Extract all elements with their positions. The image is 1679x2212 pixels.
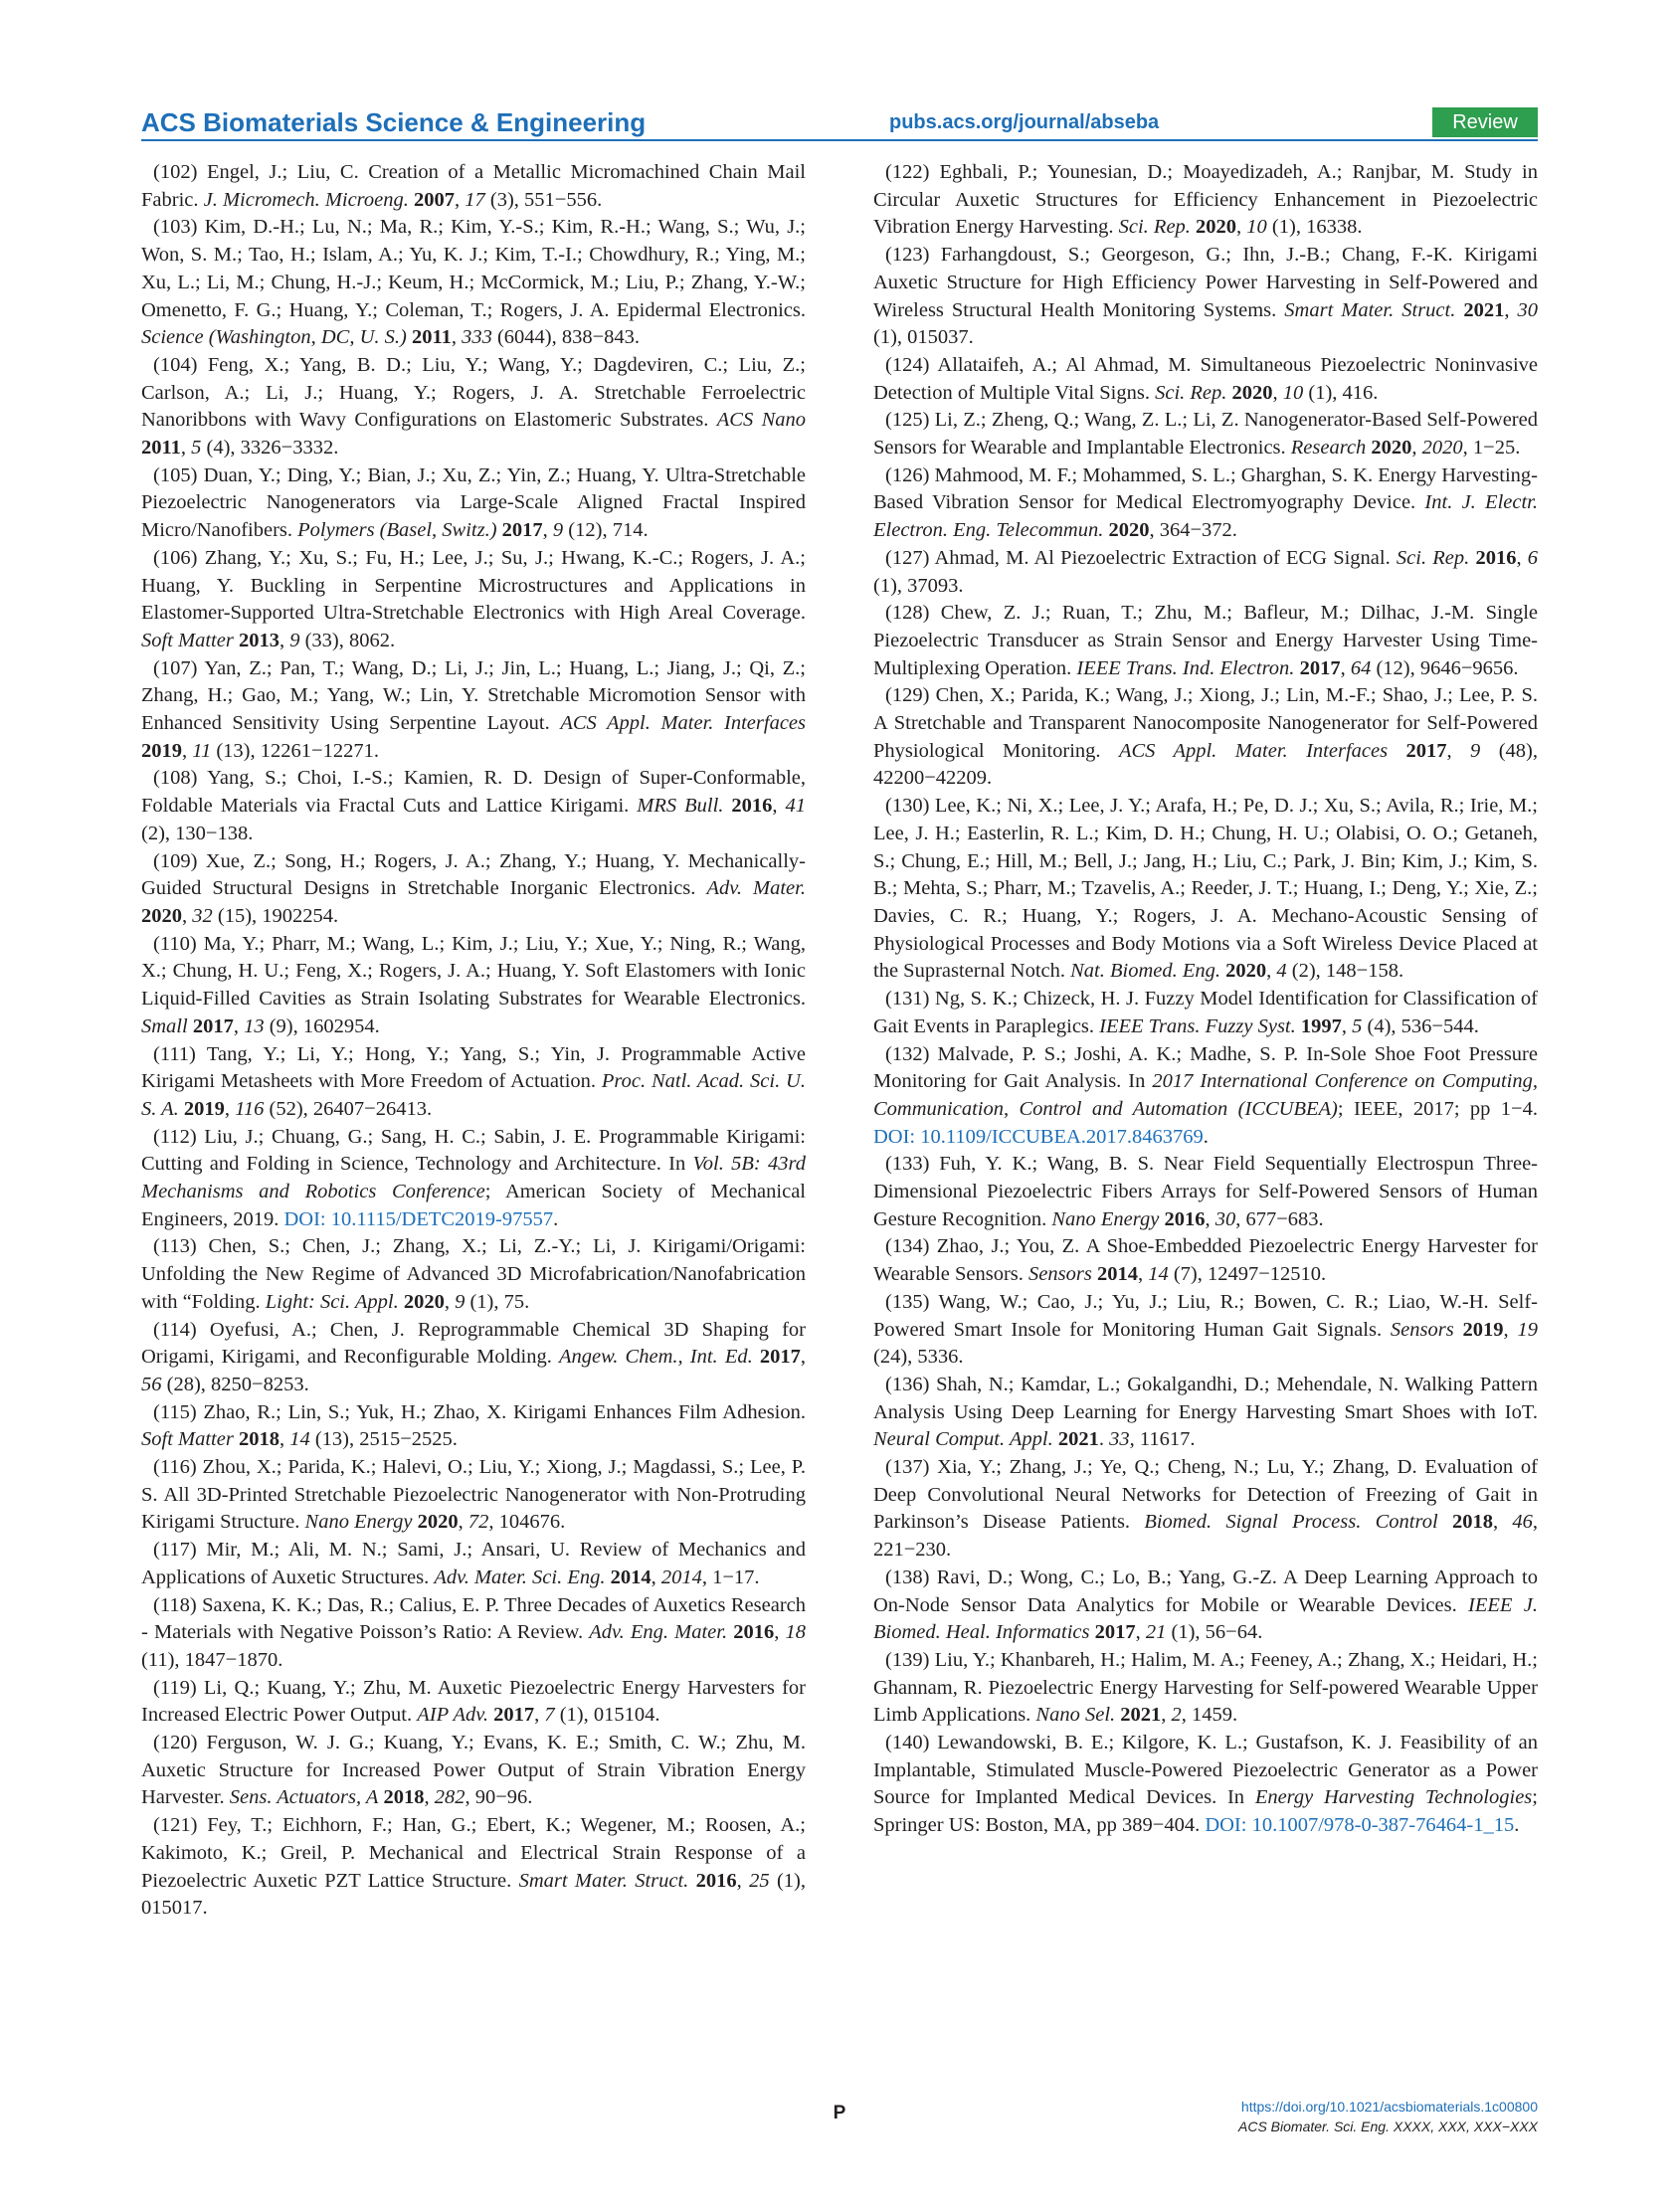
reference-year: 2019: [141, 739, 182, 762]
reference-text: ,: [534, 1704, 545, 1727]
reference-text: ,: [1205, 1207, 1215, 1230]
reference-text: (1), 015104.: [554, 1704, 660, 1727]
reference-text: [688, 1870, 695, 1892]
reference-text: ,: [1516, 546, 1528, 569]
reference-text: ,: [180, 437, 192, 460]
reference-text: (136) Shah, N.; Kamdar, L.; Gokalgandhi, D.; Mehendale, N. Walking Pattern Analysis Using Deep Learning for Energy Harvesting Smart Shoes with IoT.: [873, 1373, 1538, 1423]
reference-italic: ACS Appl. Mater. Interfaces: [560, 712, 806, 735]
reference-text: , 221−230.: [873, 1511, 1539, 1562]
reference-italic: 5: [1352, 1014, 1363, 1037]
reference-text: , 1459.: [1181, 1704, 1238, 1727]
reference-text: ,: [1503, 1318, 1518, 1341]
reference-entry: [141, 848, 806, 931]
reference-text: (114) Oyefusi, A.; Chen, J. Reprogrammable Chemical 3D Shaping for Origami, Kirigami, and Reconfigurable Molding.: [141, 1318, 806, 1369]
reference-text: ,: [736, 1869, 750, 1892]
reference-text: (11), 1847−1870.: [141, 1648, 283, 1671]
reference-italic: ACS Appl. Mater. Interfaces: [1118, 739, 1389, 762]
reference-text: (112) Liu, J.; Chuang, G.; Sang, H. C.; Sabin, J. E. Programmable Kirigami: Cutting and Folding in Science, Technology and Architecture. In: [141, 1125, 806, 1176]
reference-text: (134) Zhao, J.; You, Z. A Shoe-Embedded Piezoelectric Energy Harvester for Wearable Sensors.: [873, 1235, 1538, 1286]
reference-text: [1438, 1511, 1452, 1533]
reference-text: ,: [651, 1566, 661, 1588]
reference-text: ; American Society of Mechanical Engineers, 2019.: [141, 1181, 806, 1230]
reference-text: (1), 416.: [1303, 381, 1379, 404]
reference-italic: Adv. Eng. Mater.: [589, 1621, 728, 1644]
reference-entry: [141, 931, 806, 1041]
page-footer: [1238, 2097, 1538, 2136]
reference-italic: 6: [1527, 546, 1539, 569]
reference-italic: 30: [1214, 1207, 1236, 1230]
reference-text: (128) Chew, Z. J.; Ruan, T.; Zhu, M.; Bafleur, M.; Dilhac, J.-M. Single Piezoelectric Transducer as Strain Sensor and Energy Harvester Using Time-Multiplexing Operation.: [873, 602, 1538, 679]
reference-text: ,: [182, 904, 193, 927]
reference-year: 2016: [1475, 546, 1517, 569]
reference-text: ,: [1266, 960, 1277, 983]
reference-italic: Sci. Rep.: [1396, 546, 1470, 569]
reference-text: (12), 9646−9656.: [1371, 656, 1519, 679]
reference-year: 2021: [1120, 1704, 1162, 1727]
reference-year: 2020: [1108, 519, 1150, 542]
reference-year: 1997: [1300, 1014, 1342, 1037]
reference-text: ,: [279, 1428, 290, 1451]
reference-italic: AIP Adv.: [417, 1704, 488, 1727]
journal-citation: ACS Biomater. Sci. Eng. XXXX, XXX, XXX−XXX: [1238, 2119, 1538, 2134]
reference-text: (117) Mir, M.; Ali, M. N.; Sami, J.; Ansari, U. Review of Mechanics and Applications of Auxetic Structures.: [141, 1539, 806, 1588]
reference-text: .: [1098, 1428, 1110, 1451]
reference-text: ,: [800, 1346, 806, 1369]
reference-text: (1), 56−64.: [1166, 1621, 1263, 1644]
reference-text: (33), 8062.: [299, 629, 396, 651]
reference-italic: 72: [467, 1511, 489, 1534]
reference-text: .: [1203, 1125, 1209, 1148]
reference-text: (133) Fuh, Y. K.; Wang, B. S. Near Field Sequentially Electrospun Three-Dimensional Piezoelectric Fibers Arrays for Self-Powered Sensors of Human Gesture Recognition.: [873, 1153, 1538, 1230]
reference-text: .: [1514, 1814, 1520, 1837]
reference-year: 2020: [141, 904, 182, 927]
reference-italic: 10: [1282, 381, 1304, 404]
reference-text: (123) Farhangdoust, S.; Georgeson, G.; Ihn, J.-B.; Chang, F.-K. Kirigami Auxetic Structure for High Efficiency Power Harvesting in Self-Powered and Wireless Structural Health Monitoring Systems.: [873, 244, 1538, 321]
reference-text: (28), 8250−8253.: [161, 1373, 309, 1395]
reference-entry: [873, 1372, 1538, 1454]
reference-italic: Sensors: [1390, 1318, 1454, 1341]
reference-year: 2020: [417, 1511, 459, 1534]
reference-text: (24), 5336.: [873, 1346, 964, 1369]
reference-text: (3), 551−556.: [484, 188, 603, 211]
reference-text: , 11617.: [1129, 1428, 1196, 1451]
reference-italic: 13: [244, 1014, 265, 1037]
reference-italic: 10: [1246, 216, 1267, 239]
reference-text: ,: [1340, 656, 1351, 679]
reference-italic: 17: [465, 188, 485, 211]
reference-text: (130) Lee, K.; Ni, X.; Lee, J. Y.; Arafa, H.; Pe, D. J.; Xu, S.; Avila, R.; Irie, M.; Lee, J. H.; Easterlin, R. L.; Kim, D. H.; Chung, H. U.; Olabisi, O. O.; Getaneh, S.; Chung, E.; Hill, M.; Bell, J.; Jang, H.; Liu, C.; Park, J. Bin; Kim, J.; Kim, S. B.; Mehta, S.; Pharr, M.; Tzavelis, A.; Reeder, J. T.; Huang, I.; Deng, Y.; Xie, Z.; Davies, C. R.; Huang, Y.; Rogers, J. A. Mechano-Acoustic Sensing of Physiological Processes and Body Motions via a Soft Wireless Device Placed at the Suprasternal Notch.: [873, 795, 1538, 983]
reference-text: ,: [1272, 381, 1283, 404]
reference-entry: [873, 1041, 1538, 1152]
reference-year: 2018: [383, 1786, 425, 1809]
reference-year: 2013: [238, 629, 280, 651]
reference-italic: Nat. Biomed. Eng.: [1070, 960, 1221, 983]
reference-text: (111) Tang, Y.; Li, Y.; Hong, Y.; Yang, S.; Yin, J. Programmable Active Kirigami Metasheets with More Freedom of Actuation.: [141, 1042, 806, 1093]
reference-year: 2016: [1164, 1207, 1206, 1230]
reference-text: (131) Ng, S. K.; Chizeck, H. J. Fuzzy Model Identification for Classification of Gait Events in Paraplegics.: [873, 988, 1538, 1037]
reference-italic: 4: [1276, 960, 1287, 983]
reference-text: (1), 16338.: [1266, 216, 1363, 239]
reference-italic: Soft Matter: [141, 629, 234, 651]
reference-italic: Sci. Rep.: [1155, 381, 1227, 404]
doi-link[interactable]: DOI: 10.1115/DETC2019-97557: [283, 1207, 554, 1230]
reference-year: 2021: [1057, 1428, 1099, 1451]
reference-entry: [873, 242, 1538, 352]
reference-entry: [141, 1592, 806, 1675]
reference-year: 2020: [1225, 960, 1267, 983]
doi-link[interactable]: DOI: 10.1007/978-0-387-76464-1_15: [1205, 1814, 1515, 1837]
reference-text: (1), 37093.: [873, 574, 964, 597]
reference-text: (104) Feng, X.; Yang, B. D.; Liu, Y.; Wang, Y.; Dagdeviren, C.; Liu, Z.; Carlson, A.; Li, J.; Huang, Y.; Rogers, J. A. Stretchable Ferroelectric Nanoribbons with Wavy Configurations on Elastomeric Substrates.: [141, 353, 806, 432]
reference-text: , 364−372.: [1149, 519, 1237, 542]
reference-entry: [873, 407, 1538, 461]
page-header: [141, 105, 1538, 139]
reference-text: (105) Duan, Y.; Ding, Y.; Bian, J.; Xu, Z.; Yin, Z.; Huang, Y. Ultra-Stretchable Piezoelectric Nanogenerators via Large-Scale Aligned Fractal Inspired Micro/Nanofibers.: [141, 463, 806, 542]
reference-text: (140) Lewandowski, B. E.; Kilgore, K. L.; Gustafson, K. J. Feasibility of an Implantable, Stimulated Muscle-Powered Piezoelectric Generator as a Power Source for Implanted Medical Devices. In: [873, 1732, 1538, 1809]
reference-italic: 11: [192, 739, 212, 762]
reference-italic: Adv. Mater.: [706, 877, 806, 900]
reference-text: ,: [774, 1621, 786, 1644]
reference-text: ,: [1446, 739, 1471, 762]
reference-year: 2018: [238, 1428, 280, 1451]
reference-italic: Nano Energy: [1051, 1207, 1160, 1230]
reference-entry: [141, 214, 806, 352]
reference-year: 2021: [1463, 298, 1505, 321]
reference-text: .: [553, 1207, 559, 1230]
reference-year: 2017: [493, 1704, 535, 1727]
reference-italic: 9: [552, 519, 564, 542]
reference-text: (107) Yan, Z.; Pan, T.; Wang, D.; Li, J.; Jin, L.; Huang, L.; Jiang, J.; Qi, Z.; Zhang, H.; Gao, M.; Yang, W.; Lin, Y. Stretchable Micromotion Sensor with Enhanced Sensitivity Using Serpentine Layout.: [141, 656, 806, 735]
reference-italic: Int. J. Electr. Electron. Eng. Telecommun.: [873, 491, 1538, 542]
reference-entry: [873, 1233, 1538, 1288]
reference-italic: Sci. Rep.: [1118, 216, 1191, 239]
reference-entry: [873, 793, 1538, 986]
reference-text: (122) Eghbali, P.; Younesian, D.; Moayedizadeh, A.; Ranjbar, M. Study in Circular Auxetic Structures for Efficiency Enhancement in Piezoelectric Vibration Energy Harvesting.: [873, 161, 1538, 239]
reference-italic: 56: [141, 1373, 162, 1395]
reference-text: (116) Zhou, X.; Parida, K.; Halevi, O.; Liu, Y.; Xiong, J.; Magdassi, S.; Lee, P. S. All 3D-Printed Stretchable Piezoelectric Nanogenerator with Non-Protruding Kirigami Structure.: [141, 1456, 806, 1534]
reference-entry: [141, 545, 806, 655]
reference-year: 2017: [1405, 739, 1447, 762]
reference-entry: [141, 1041, 806, 1124]
reference-text: (139) Liu, Y.; Khanbareh, H.; Halim, M. A.; Feeney, A.; Zhang, X.; Heidari, H.; Ghannam, R. Piezoelectric Energy Harvesting for Self-powered Wearable Upper Limb Applications.: [873, 1648, 1538, 1727]
reference-text: ,: [1236, 216, 1247, 239]
reference-entry: [873, 1151, 1538, 1233]
reference-text: ,: [1137, 1263, 1149, 1286]
reference-italic: Polymers (Basel, Switz.): [297, 519, 497, 542]
reference-entry: [141, 765, 806, 847]
reference-italic: Small: [141, 1014, 188, 1037]
reference-text: (127) Ahmad, M. Al Piezoelectric Extraction of ECG Signal.: [885, 546, 1397, 569]
reference-text: ,: [542, 519, 553, 542]
reference-italic: J. Micromech. Microeng.: [203, 188, 409, 211]
reference-italic: 2014: [660, 1566, 702, 1588]
reference-entry: [141, 462, 806, 545]
reference-text: (15), 1902254.: [212, 904, 339, 927]
reference-italic: Adv. Mater. Sci. Eng.: [434, 1566, 606, 1588]
reference-text: ; Springer US: Boston, MA, pp 389−404.: [873, 1786, 1538, 1837]
reference-entry: [873, 1454, 1538, 1565]
reference-text: , 1−25.: [1462, 437, 1521, 460]
reference-text: (9), 1602954.: [264, 1014, 380, 1037]
reference-text: , 104676.: [488, 1511, 566, 1534]
reference-italic: Science (Washington, DC, U. S.): [141, 326, 407, 349]
reference-text: (108) Yang, S.; Choi, I.-S.; Kamien, R. D. Design of Super-Conformable, Foldable Materials via Fractal Cuts and Lattice Kirigami.: [141, 767, 806, 818]
reference-text: ,: [424, 1786, 435, 1809]
reference-text: ,: [224, 1097, 236, 1120]
reference-text: (1), 015017.: [141, 1869, 806, 1920]
reference-entry: [141, 1675, 806, 1730]
reference-year: 2017: [1299, 656, 1341, 679]
reference-italic: 30: [1517, 298, 1538, 321]
reference-text: (48), 42200−42209.: [873, 739, 1538, 790]
reference-text: ,: [455, 188, 466, 211]
reference-text: (125) Li, Z.; Zheng, Q.; Wang, Z. L.; Li, Z. Nanogenerator-Based Self-Powered Sensors for Wearable and Implantable Electronics.: [873, 409, 1538, 460]
reference-text: ,: [458, 1511, 468, 1534]
reference-entry: [141, 1233, 806, 1316]
reference-text: (109) Xue, Z.; Song, H.; Rogers, J. A.; Zhang, Y.; Huang, Y. Mechanically-Guided Structural Designs in Stretchable Inorganic Electronics.: [141, 849, 806, 900]
reference-italic: Proc. Natl. Acad. Sci. U. S. A.: [141, 1070, 806, 1120]
reference-entry: [873, 1289, 1538, 1372]
reference-italic: Angew. Chem., Int. Ed.: [559, 1346, 753, 1369]
reference-text: (118) Saxena, K. K.; Das, R.; Calius, E. P. Three Decades of Auxetics Research - Materials with Negative Poisson’s Ratio: A Review.: [141, 1593, 806, 1644]
article-type-badge: Review: [1432, 107, 1538, 137]
reference-text: (113) Chen, S.; Chen, J.; Zhang, X.; Li, Z.-Y.; Li, J. Kirigami/Origami: Unfolding the New Regime of Advanced 3D Microfabrication/Nanofabrication with “Folding.: [141, 1235, 806, 1313]
reference-italic: Nano Sel.: [1035, 1704, 1116, 1727]
reference-italic: Soft Matter: [141, 1428, 234, 1451]
reference-year: 2020: [1231, 381, 1273, 404]
reference-italic: 41: [785, 795, 807, 818]
reference-entry: [873, 462, 1538, 545]
reference-text: (121) Fey, T.; Eichhorn, F.; Han, G.; Ebert, K.; Wegener, M.; Roosen, A.; Kakimoto, K.; Greil, P. Mechanical and Electrical Strain Response of a Piezoelectric Auxetic PZT Lattice Structure.: [141, 1814, 806, 1892]
reference-year: 2017: [1094, 1621, 1136, 1644]
reference-text: (1), 75.: [465, 1290, 530, 1313]
reference-text: (1), 015037.: [873, 326, 974, 349]
reference-text: (115) Zhao, R.; Lin, S.; Yuk, H.; Zhao, X. Kirigami Enhances Film Adhesion.: [153, 1400, 806, 1423]
reference-italic: 333: [462, 326, 492, 349]
reference-year: 2014: [610, 1566, 652, 1588]
reference-text: (102) Engel, J.; Liu, C. Creation of a Metallic Micromachined Chain Mail Fabric.: [141, 161, 806, 211]
reference-year: 2020: [1371, 437, 1412, 460]
reference-italic: 33: [1109, 1428, 1130, 1451]
reference-text: [1388, 740, 1405, 762]
reference-text: ,: [233, 1014, 245, 1037]
reference-italic: 2020: [1421, 437, 1463, 460]
reference-entry: [141, 1454, 806, 1537]
reference-text: (52), 26407−26413.: [264, 1097, 433, 1120]
reference-text: (110) Ma, Y.; Pharr, M.; Wang, L.; Kim, J.; Liu, Y.; Xue, Y.; Ning, R.; Wang, X.; Chung, H. U.; Feng, X.; Rogers, J. A.; Huang, Y. Soft Elastomers with Ionic Liquid-Filled Cavities as Strain Isolating Substrates for Wearable Electronics.: [141, 932, 806, 1011]
reference-italic: 2: [1171, 1704, 1182, 1727]
reference-text: (137) Xia, Y.; Zhang, J.; Ye, Q.; Cheng, N.; Lu, Y.; Zhang, D. Evaluation of Deep Convolutional Neural Networks for Detection of Freezing of Gait in Parkinson’s Disease Patients.: [873, 1456, 1538, 1534]
reference-text: ,: [772, 795, 786, 818]
reference-entry: [141, 1124, 806, 1234]
reference-text: (138) Ravi, D.; Wong, C.; Lo, B.; Yang, G.-Z. A Deep Learning Approach to On-Node Sensor Data Analytics for Mobile or Wearable Devices.: [873, 1566, 1538, 1616]
reference-year: 2016: [695, 1869, 737, 1892]
reference-text: (4), 3326−3332.: [201, 437, 339, 460]
reference-entry: [873, 1647, 1538, 1730]
reference-italic: 282: [434, 1786, 466, 1809]
reference-text: (7), 12497−12510.: [1168, 1263, 1327, 1286]
reference-italic: Light: Sci. Appl.: [265, 1290, 399, 1313]
reference-italic: 46: [1512, 1511, 1533, 1534]
reference-entry: [141, 1730, 806, 1812]
reference-italic: Smart Mater. Struct.: [518, 1869, 689, 1892]
reference-year: 2018: [1451, 1511, 1493, 1534]
reference-italic: 21: [1145, 1621, 1167, 1644]
reference-entry: [141, 655, 806, 766]
header-rule: [141, 139, 1538, 141]
page-number: P: [833, 2103, 846, 2123]
reference-year: 2016: [733, 1621, 775, 1644]
reference-italic: Neural Comput. Appl.: [873, 1428, 1053, 1451]
reference-text: (106) Zhang, Y.; Xu, S.; Fu, H.; Lee, J.; Su, J.; Hwang, K.-C.; Rogers, J. A.; Huang, Y. Buckling in Serpentine Microstructures and Applications in Elastomer-Supported Ultra-Stretchable Electronics with High Areal Coverage.: [141, 546, 806, 625]
reference-text: (119) Li, Q.; Kuang, Y.; Zhu, M. Auxetic Piezoelectric Energy Harvesters for Increased Electric Power Output.: [141, 1676, 806, 1727]
reference-entry: [141, 1399, 806, 1454]
journal-url-link[interactable]: pubs.acs.org/journal/abseba: [889, 111, 1160, 133]
reference-italic: 9: [455, 1290, 466, 1313]
reference-year: 2007: [414, 188, 456, 211]
reference-year: 2011: [141, 437, 181, 460]
reference-year: 2017: [501, 519, 543, 542]
reference-entry: [873, 1565, 1538, 1647]
reference-italic: IEEE J. Biomed. Heal. Informatics: [873, 1593, 1538, 1644]
reference-text: ,: [279, 629, 290, 651]
reference-entry: [873, 545, 1538, 600]
reference-entry: [141, 1812, 806, 1923]
reference-text: (6044), 838−843.: [491, 326, 641, 349]
reference-text: [1454, 1319, 1463, 1341]
reference-italic: Vol. 5B: 43rd Mechanisms and Robotics Conference: [141, 1153, 807, 1203]
references-left-column: [141, 159, 806, 1923]
reference-year: 2011: [411, 326, 452, 349]
reference-entry: [873, 352, 1538, 407]
reference-text: (2), 130−138.: [141, 822, 254, 844]
reference-entry: [141, 159, 806, 214]
reference-text: (126) Mahmood, M. F.; Mohammed, S. L.; Gharghan, S. K. Energy Harvesting-Based Vibration Sensor for Medical Electromyography Device.: [873, 463, 1538, 514]
reference-text: ,: [1411, 437, 1422, 460]
reference-italic: IEEE Trans. Ind. Electron.: [1076, 656, 1295, 679]
reference-italic: Smart Mater. Struct.: [1284, 298, 1456, 321]
reference-text: (120) Ferguson, W. J. G.; Kuang, Y.; Evans, K. E.; Smith, C. W.; Zhu, M. Auxetic Structure for Increased Power Output of Strain Vibration Energy Harvester.: [141, 1732, 806, 1809]
reference-entry: [141, 1537, 806, 1591]
reference-entry: [873, 159, 1538, 242]
reference-text: ,: [1161, 1704, 1172, 1727]
reference-entry: [873, 600, 1538, 682]
reference-italic: 32: [192, 904, 213, 927]
reference-year: 2020: [403, 1290, 445, 1313]
reference-text: ,: [451, 326, 463, 349]
article-doi-link[interactable]: https://doi.org/10.1021/acsbiomaterials.1c00800: [1240, 2099, 1538, 2115]
reference-italic: 14: [289, 1428, 310, 1451]
reference-text: (132) Malvade, P. S.; Joshi, A. K.; Madhe, S. P. In-Sole Shoe Foot Pressure Monitoring for Gait Analysis. In: [873, 1042, 1538, 1093]
reference-text: (12), 714.: [563, 519, 649, 542]
reference-text: (103) Kim, D.-H.; Lu, N.; Ma, R.; Kim, Y.-S.; Kim, R.-H.; Wang, S.; Wu, J.; Won, S. M.; Tao, H.; Islam, A.; Yu, K. J.; Kim, T.-I.; Chowdhury, R.; Ying, M.; Xu, L.; Li, M.; Chung, H.-J.; Keum, H.; McCormick, M.; Liu, P.; Zhang, Y.-W.; Omenetto, F. G.; Huang, Y.; Coleman, T.; Rogers, J. A. Epidermal Electronics.: [141, 216, 806, 321]
reference-year: 2019: [183, 1097, 225, 1120]
reference-italic: Nano Energy: [304, 1511, 413, 1534]
references-right-column: [873, 159, 1538, 1840]
journal-title: ACS Biomaterials Science & Engineering: [141, 107, 647, 137]
reference-italic: 7: [544, 1704, 555, 1727]
reference-italic: Biomed. Signal Process. Control: [1144, 1511, 1438, 1534]
reference-year: 2014: [1096, 1263, 1138, 1286]
reference-italic: 5: [191, 437, 202, 460]
reference-italic: 18: [785, 1621, 807, 1644]
reference-entry: [141, 1317, 806, 1399]
reference-year: 2019: [1462, 1318, 1504, 1341]
reference-italic: IEEE Trans. Fuzzy Syst.: [1099, 1014, 1296, 1037]
reference-entry: [873, 1730, 1538, 1840]
reference-text: (124) Allataifeh, A.; Al Ahmad, M. Simultaneous Piezoelectric Noninvasive Detection of Multiple Vital Signs.: [873, 353, 1538, 404]
reference-italic: Energy Harvesting Technologies: [1254, 1786, 1533, 1809]
reference-text: ,: [1504, 298, 1518, 321]
reference-italic: Sens. Actuators, A: [229, 1786, 379, 1809]
reference-text: ,: [1492, 1511, 1513, 1534]
reference-italic: 64: [1350, 656, 1372, 679]
reference-text: (13), 2515−2525.: [309, 1428, 458, 1451]
reference-text: ; IEEE, 2017; pp 1−4.: [1337, 1097, 1538, 1120]
reference-year: 2016: [731, 795, 773, 818]
reference-text: ,: [444, 1290, 456, 1313]
reference-entry: [873, 986, 1538, 1040]
reference-italic: 116: [235, 1097, 265, 1120]
reference-text: ,: [182, 739, 193, 762]
reference-italic: 9: [1470, 739, 1481, 762]
reference-italic: 19: [1517, 1318, 1539, 1341]
reference-italic: ACS Nano: [716, 409, 806, 432]
reference-text: ,: [1135, 1621, 1146, 1644]
reference-text: (2), 148−158.: [1286, 960, 1404, 983]
reference-italic: 9: [289, 629, 300, 651]
reference-text: (135) Wang, W.; Cao, J.; Yu, J.; Liu, R.; Bowen, C. R.; Liao, W.-H. Self-Powered Smart Insole for Monitoring Human Gait Signals.: [873, 1290, 1538, 1341]
reference-italic: 2017 International Conference on Computing, Communication, Control and Automation (ICCUBEA): [873, 1070, 1538, 1120]
reference-year: 2017: [759, 1346, 801, 1369]
reference-text: , 677−683.: [1235, 1207, 1324, 1230]
reference-year: 2020: [1196, 216, 1237, 239]
reference-year: 2017: [192, 1014, 234, 1037]
reference-italic: 25: [749, 1869, 770, 1892]
reference-text: (4), 536−544.: [1362, 1014, 1479, 1037]
reference-entry: [141, 352, 806, 462]
doi-link[interactable]: DOI: 10.1109/ICCUBEA.2017.8463769: [873, 1125, 1204, 1148]
reference-text: (129) Chen, X.; Parida, K.; Wang, J.; Xiong, J.; Lin, M.-F.; Shao, J.; Lee, P. S. A Stretchable and Transparent Nanocomposite Nanogenerator for Self-Powered Physiological Monitoring.: [873, 684, 1538, 762]
reference-text: (13), 12261−12271.: [211, 739, 379, 762]
reference-text: , 1−17.: [701, 1566, 760, 1588]
reference-italic: Sensors: [1028, 1263, 1092, 1286]
reference-entry: [873, 682, 1538, 793]
reference-italic: MRS Bull.: [637, 795, 724, 818]
reference-text: , 90−96.: [465, 1786, 533, 1809]
reference-text: [753, 1346, 760, 1368]
reference-italic: Research: [1290, 437, 1367, 460]
reference-italic: 14: [1148, 1263, 1169, 1286]
reference-text: ,: [1341, 1014, 1353, 1037]
